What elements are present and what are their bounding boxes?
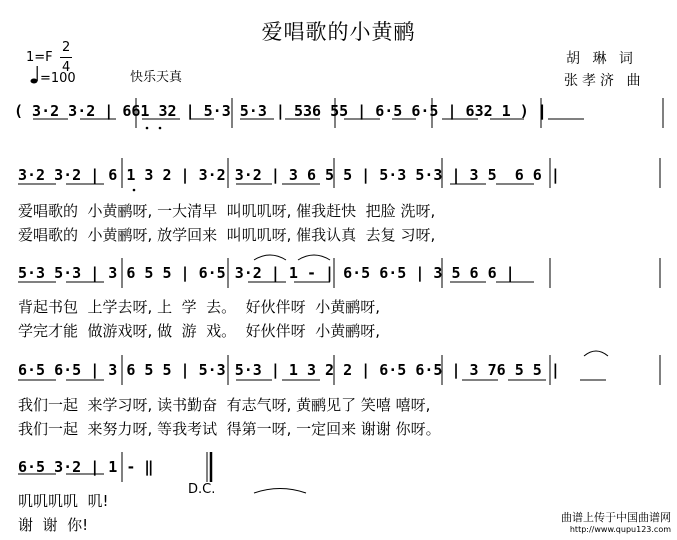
line-4-lyric-verse-2: 谢 谢 你! — [18, 516, 89, 534]
line-1-notation: 3·2 3·2 | 6 1 3 2 | 3·2 3·2 | 3 6 5 5 | 5·3 5·3 | 3 5 6 6 | — [18, 166, 560, 184]
line-1-lyric-verse-2: 爱唱歌的 小黄鹂呀, 放学回来 叫叽叽呀, 催我认真 去复 习呀, — [18, 226, 436, 244]
line-3-lyric-verse-1: 我们一起 来学习呀, 读书勤奋 有志气呀, 黄鹂见了 笑嘻 嘻呀, — [18, 396, 431, 414]
line-3-lyric-verse-2: 我们一起 来努力呀, 等我考试 得第一呀, 一定回来 谢谢 你呀。 — [18, 420, 441, 438]
line-3-notation: 6·5 6·5 | 3 6 5 5 | 5·3 5·3 | 1 3 2 2 | 6·5 6·5 | 3 76 5 5 | — [18, 361, 560, 379]
line-4-notation: 6·5 3·2 | 1 - ‖ — [18, 458, 154, 476]
time-signature-top: 2 — [62, 40, 71, 55]
time-signature-bottom: 4 — [62, 60, 71, 75]
line-1-lyric-verse-1: 爱唱歌的 小黄鹂呀, 一大清早 叫叽叽呀, 催我赶快 把脸 洗呀, — [18, 202, 436, 220]
lyricist: 胡 琳 词 — [566, 51, 637, 67]
da-capo: D.C. — [188, 482, 216, 497]
line-2-lyric-verse-2: 学完才能 做游戏呀, 做 游 戏。 好伙伴呀 小黄鹂呀, — [18, 322, 380, 340]
watermark-url: http://www.qupu123.com — [569, 525, 671, 534]
line-2-notation: 5·3 5·3 | 3 6 5 5 | 6·5 3·2 | 1 - | 6·5 6·5 | 3 5 6 6 | — [18, 264, 515, 282]
composer: 张孝济 曲 — [564, 73, 645, 89]
line-4-lyric-verse-1: 叽叽叽叽 叽! — [18, 492, 109, 510]
source-watermark — [561, 509, 671, 534]
key-signature: 1=F — [26, 50, 53, 65]
intro-notation: ( 3·2 3·2 | 661 32 | 5·3 5·3 | 536 55 | 6·5 6·5 | 632 1 ) | — [14, 102, 547, 120]
tempo: =100 — [40, 71, 76, 86]
line-2-lyric-verse-1: 背起书包 上学去呀, 上 学 去。 好伙伴呀 小黄鹂呀, — [18, 298, 380, 316]
mood-marking: 快乐天真 — [130, 70, 183, 85]
page-title: 爱唱歌的小黄鹂 — [261, 20, 416, 44]
watermark-text: 曲谱上传于中国曲谱网 — [561, 511, 671, 524]
